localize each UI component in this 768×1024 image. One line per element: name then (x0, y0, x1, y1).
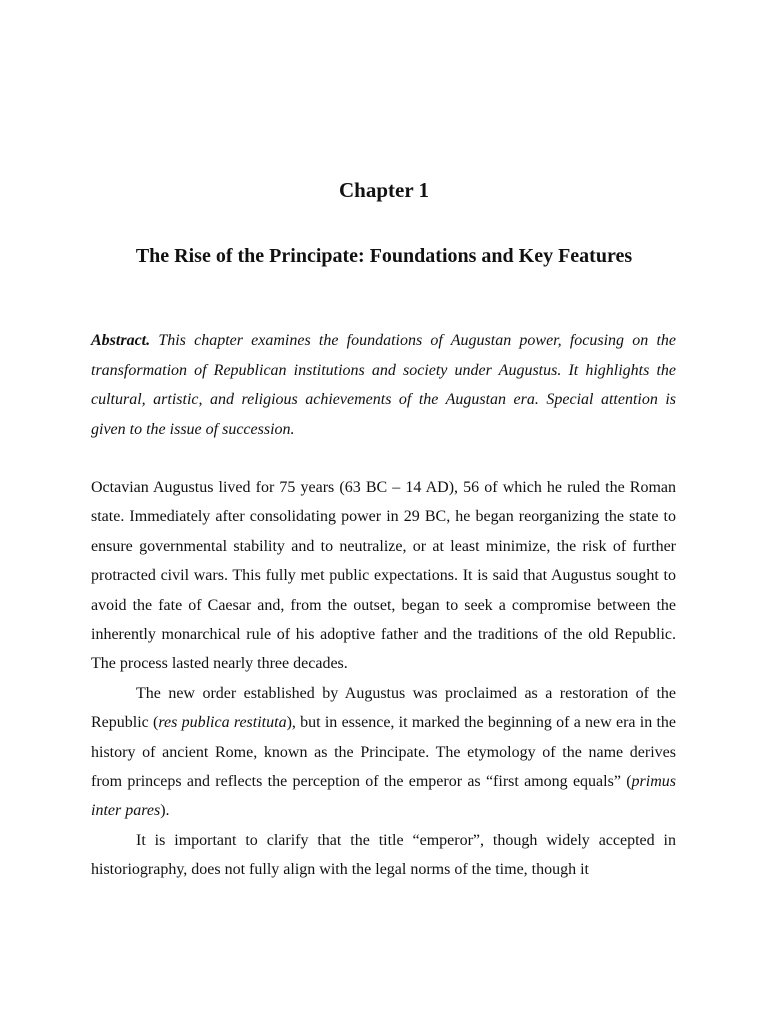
chapter-label: Chapter 1 (338, 178, 430, 202)
abstract-text: This chapter examines the foundations of Augustan power, focusing on the transformation of Republican institutions and society under Augustus. It highlights the cultural, artistic, and religious achievements of the Augustan era. Special attention is given to the issue of succession. (91, 332, 676, 438)
body-paragraph-3: It is important to clarify that the title “emperor”, though widely accepted in historiography, does not fully align with the legal norms of the time, though it (91, 831, 676, 879)
chapter-title: The Rise of the Principate: Foundations and Key Features (135, 245, 633, 267)
body-paragraph-2-part-1: The new order established by Augustus was proclaimed as a restoration of the Republic ( (91, 684, 676, 732)
abstract-paragraph (91, 326, 676, 444)
body-paragraph-2-part-3: ). (160, 802, 170, 820)
body-paragraph-2 (91, 679, 676, 826)
body-paragraph-1: Octavian Augustus lived for 75 years (63 BC – 14 AD), 56 of which he ruled the Roman state. Immediately after consolidating power in 29 BC, he began reorganizing the state to ensure governmental stability and to neutralize, or at least minimize, the risk of further protracted civil wars. This fully met public expectations. It is said that Augustus sought to avoid the fate of Caesar and, from the outset, began to seek a compromise between the inherently monarchical rule of his adoptive father and the traditions of the old Republic. The process lasted nearly three decades. (91, 479, 676, 673)
abstract-label: Abstract. (91, 332, 151, 349)
body-paragraph-2-part-2: ), but in essence, it marked the beginning of a new era in the history of ancient Rome, known as the Principate. The etymology of the name derives from princeps and reflects the perception of the emperor as “first among equals” ( (91, 714, 677, 791)
latin-term-res-publica: res publica restituta (158, 714, 287, 732)
body-text (91, 473, 676, 885)
latin-term-primus-inter-pares: primus inter pares (91, 773, 676, 820)
